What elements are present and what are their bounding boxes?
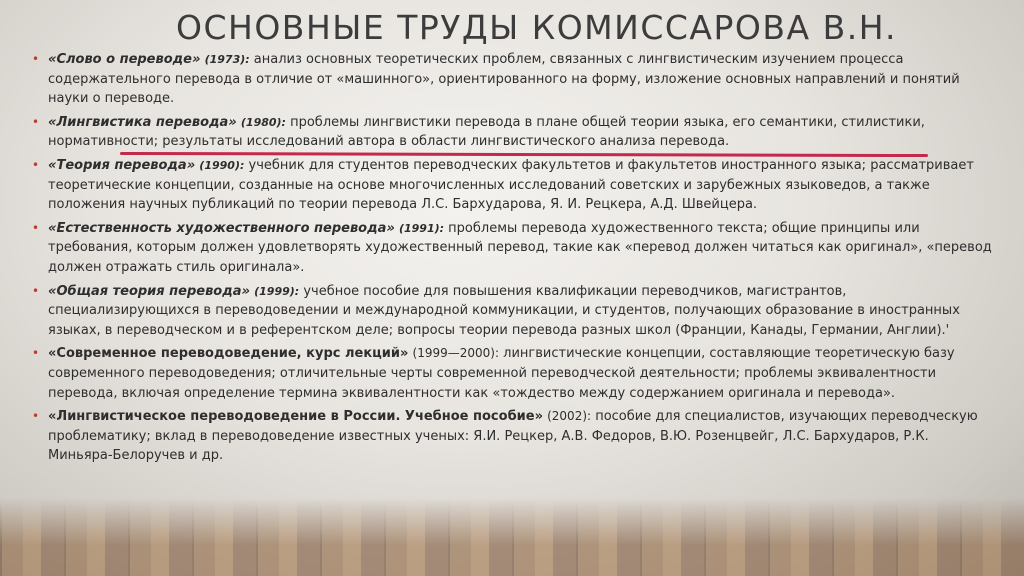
- list-item: [30, 344, 995, 403]
- book-year: (1999—2000):: [412, 346, 500, 361]
- wood-floor-background: [0, 498, 1024, 576]
- works-list: [30, 50, 995, 466]
- book-title: «Естественность художественного перевода»: [48, 220, 395, 236]
- bullet-icon: •: [32, 220, 40, 235]
- list-item: [30, 219, 995, 278]
- book-description: проблемы перевода художественного текста; общие принципы или требования, которым должен удовлетворять художественный перевод, такие как «перевод должен читаться как оригинал», «перевод должен отражать стиль оригинала».: [48, 220, 992, 275]
- bullet-icon: •: [32, 157, 40, 172]
- book-year: (1980):: [240, 115, 286, 129]
- book-title: «Лингвистическое переводоведение в России. Учебное пособие»: [48, 409, 543, 425]
- bullet-icon: •: [32, 52, 40, 66]
- book-year: (2002):: [547, 409, 592, 424]
- book-year: (1991):: [398, 221, 445, 235]
- book-year: (1973):: [204, 53, 250, 66]
- book-year: (1990):: [199, 158, 245, 172]
- book-description: пособие для специалистов, изучающих переводческую проблематику; вклад в переводоведение известных ученых: Я.И. Рецкер, А.В. Федоров, В.Ю. Розенцвейг, Л.С. Бархударов, Р.К. Миньяра-Белоручев и др.: [48, 409, 978, 464]
- slide-title: ОСНОВНЫЕ ТРУДЫ КОМИССАРОВА В.Н.: [176, 8, 898, 47]
- book-description: проблемы лингвистики перевода в плане общей теории языка, его семантики, стилистики, нормативности; результаты исследований автора в области лингвистического анализа перевода.: [48, 114, 925, 150]
- bullet-icon: •: [32, 409, 40, 424]
- book-description: анализ основных теоретических проблем, связанных с лингвистическим изучением процесса содержательного перевода в отличие от «машинного», ориентированного на форму, изложение основных направлений и понятий науки о переводе.: [48, 52, 960, 107]
- list-item: [30, 113, 995, 152]
- slide-content: [30, 50, 995, 470]
- bullet-icon: •: [32, 346, 40, 361]
- list-item: [30, 156, 995, 215]
- book-title: «Слово о переводе»: [48, 52, 201, 67]
- list-item: [30, 50, 995, 109]
- book-description: учебное пособие для повышения квалификации переводчиков, магистрантов, специализирующихся в переводоведении и международной коммуникации, и студентов, получающих образование в иностранных языках, в переводческом и в референтском деле; вопросы теории перевода разных школ (Франции, Канады, Германии, Англии).': [48, 283, 960, 338]
- list-item: [30, 407, 995, 466]
- book-title: «Теория перевода»: [48, 157, 196, 173]
- book-year: (1999):: [254, 284, 300, 298]
- book-title: «Современное переводоведение, курс лекций»: [48, 346, 409, 362]
- bullet-icon: •: [32, 114, 40, 129]
- bullet-icon: •: [32, 283, 40, 298]
- book-description: учебник для студентов переводческих факультетов и факультетов иностранного языка; рассматривает теоретические концепции, созданные на основе многочисленных исследований советских и зарубежных языковедов, а также положения научных публикаций по теории перевода Л.С. Бархударова, Я. И. Рецкера, А.Д. Швейцера.: [48, 157, 974, 213]
- book-title: «Общая теория перевода»: [48, 283, 250, 299]
- book-title: «Лингвистика перевода»: [48, 114, 237, 130]
- list-item: [30, 282, 995, 341]
- book-description: лингвистические концепции, составляющие теоретическую базу современного переводоведения; отличительные черты современной переводческой деятельности; проблемы эквивалентности перевода, включая определение термина эквивалентности как «тождество между содержанием оригинала и перевода».: [48, 346, 955, 401]
